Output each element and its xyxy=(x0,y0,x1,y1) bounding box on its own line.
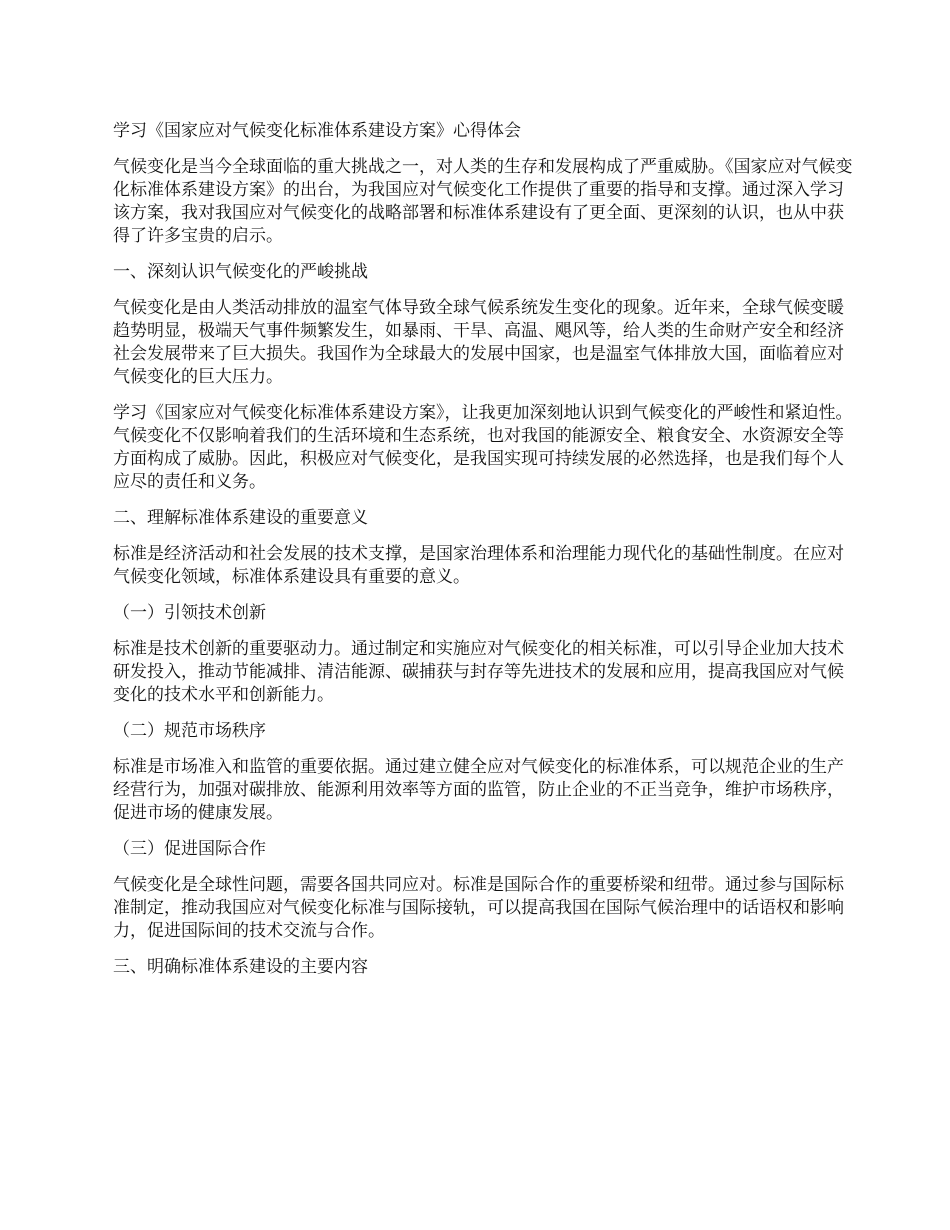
paragraph: 气候变化是全球性问题，需要各国共同应对。标准是国际合作的重要桥梁和纽带。通过参与国际标准制定，推动我国应对气候变化标准与国际接轨，可以提高我国在国际气候治理中的话语权和影响力，促进国际间的技术交流与合作。 xyxy=(113,875,844,941)
section-heading-1: 一、深刻认识气候变化的严峻挑战 xyxy=(113,262,368,282)
paragraph: 气候变化是由人类活动排放的温室气体导致全球气候系统发生变化的现象。近年来，全球气候变暖趋势明显，极端天气事件频繁发生，如暴雨、干旱、高温、飓风等，给人类的生命财产安全和经济社会发展带来了巨大损失。我国作为全球最大的发展中国家，也是温室气体排放大国，面临着应对气候变化的巨大压力。 xyxy=(113,298,844,387)
document-title: 学习《国家应对气候变化标准体系建设方案》心得体会 xyxy=(113,121,521,141)
subsection-heading-3: （三）促进国际合作 xyxy=(113,839,266,859)
section-heading-3: 三、明确标准体系建设的主要内容 xyxy=(113,957,368,977)
paragraph: 标准是市场准入和监管的重要依据。通过建立健全应对气候变化的标准体系，可以规范企业的生产经营行为，加强对碳排放、能源利用效率等方面的监管，防止企业的不正当竞争，维护市场秩序，促进市场的健康发展。 xyxy=(113,757,844,823)
subsection-heading-2: （二）规范市场秩序 xyxy=(113,721,266,741)
paragraph: 标准是技术创新的重要驱动力。通过制定和实施应对气候变化的相关标准，可以引导企业加大技术研发投入，推动节能减排、清洁能源、碳捕获与封存等先进技术的发展和应用，提高我国应对气候变化的技术水平和创新能力。 xyxy=(113,639,844,705)
subsection-heading-1: （一）引领技术创新 xyxy=(113,603,266,623)
document-body xyxy=(113,120,858,992)
paragraph: 标准是经济活动和社会发展的技术支撑，是国家治理体系和治理能力现代化的基础性制度。在应对气候变化领域，标准体系建设具有重要的意义。 xyxy=(113,544,844,587)
paragraph-intro: 气候变化是当今全球面临的重大挑战之一，对人类的生存和发展构成了严重威胁。《国家应对气候变化标准体系建设方案》的出台，为我国应对气候变化工作提供了重要的指导和支撑。通过深入学习该方案，我对我国应对气候变化的战略部署和标准体系建设有了更全面、更深刻的认识，也从中获得了许多宝贵的启示。 xyxy=(113,157,853,246)
paragraph: 学习《国家应对气候变化标准体系建设方案》，让我更加深刻地认识到气候变化的严峻性和紧迫性。气候变化不仅影响着我们的生活环境和生态系统，也对我国的能源安全、粮食安全、水资源安全等方面构成了威胁。因此，积极应对气候变化，是我国实现可持续发展的必然选择，也是我们每个人应尽的责任和义务。 xyxy=(113,403,853,492)
section-heading-2: 二、理解标准体系建设的重要意义 xyxy=(113,508,368,528)
